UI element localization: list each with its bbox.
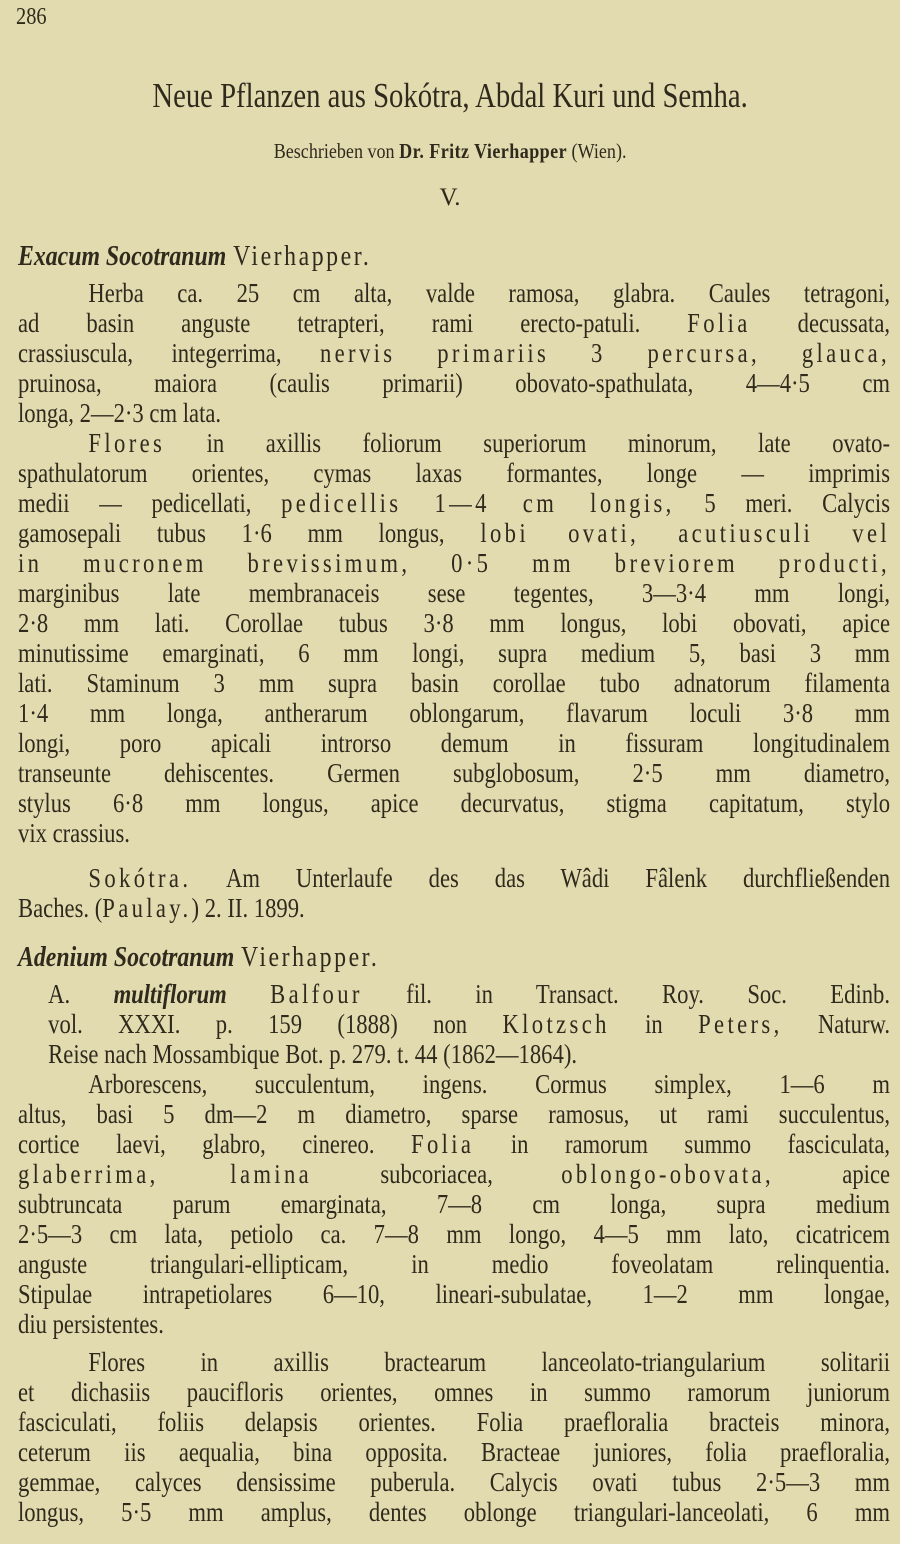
text-run: ad basin anguste tetrapteri, rami erecto-patuli. bbox=[18, 308, 688, 338]
species-name: Adenium Socotranum bbox=[18, 942, 235, 973]
species-name: Exacum Socotranum bbox=[18, 241, 227, 272]
italic-term: multiflorum bbox=[113, 979, 227, 1009]
byline bbox=[0, 139, 900, 164]
text-run: Naturw. bbox=[782, 1009, 891, 1039]
text-line bbox=[18, 578, 890, 608]
spaced-text: Sokótra. bbox=[88, 863, 192, 893]
part-number: V. bbox=[439, 184, 461, 211]
text-run: anguste triangulari-ellipticam, in medio foveolatam relinquentia. bbox=[18, 1249, 891, 1279]
spaced-text: lobi ovati, acutiusculi vel bbox=[480, 518, 891, 548]
text-line bbox=[18, 1347, 890, 1377]
text-line bbox=[18, 608, 890, 638]
text-line bbox=[18, 1069, 890, 1099]
text-run bbox=[227, 979, 270, 1009]
text-line bbox=[18, 1437, 890, 1467]
text-run: stylus 6·8 mm longus, apice decurvatus, stigma capitatum, stylo bbox=[18, 788, 891, 818]
text-run: longi, poro apicali introrso demum in fissuram longitudinalem bbox=[18, 728, 891, 758]
text-run: Arborescens, succulentum, ingens. Cormus simplex, 1—6 m bbox=[88, 1069, 891, 1099]
article-title-text: Neue Pflanzen aus Sokótra, Abdal Kuri und Semha. bbox=[152, 76, 748, 115]
spaced-text: Flores bbox=[88, 428, 166, 458]
page-number: 286 bbox=[16, 4, 47, 30]
paragraph bbox=[18, 1347, 890, 1527]
text-run: Am Unterlaufe des das Wâdi Fâlenk durchfließenden bbox=[191, 863, 891, 893]
text-run: lati. Staminum 3 mm supra basin corollae tubo adnatorum filamenta bbox=[18, 668, 891, 698]
text-line bbox=[18, 1377, 890, 1407]
text-run: spathulatorum orientes, cymas laxas formantes, longe — imprimis bbox=[18, 458, 891, 488]
text-run: diu persistentes. bbox=[18, 1309, 164, 1339]
text-run: Reise nach Mossambique Bot. p. 279. t. 44 (1862—1864). bbox=[48, 1039, 578, 1069]
spaced-text: in mucronem brevissimum, 0·5 mm breviorem producti, bbox=[18, 548, 891, 578]
text-line bbox=[18, 638, 890, 668]
text-run: in bbox=[609, 1009, 699, 1039]
text-run: Flores in axillis bractearum lanceolato-triangularium solitarii bbox=[88, 1347, 891, 1377]
text-line bbox=[18, 1219, 890, 1249]
paragraph bbox=[18, 979, 890, 1069]
text-run: longa, 2—2·3 cm lata. bbox=[18, 398, 222, 428]
text-line bbox=[18, 368, 890, 398]
text-line bbox=[18, 698, 890, 728]
text-line bbox=[18, 1099, 890, 1129]
text-line bbox=[18, 398, 890, 428]
spaced-text: Balfour bbox=[270, 979, 363, 1009]
species-author: Vierhapper. bbox=[233, 241, 372, 272]
text-run: gamosepali tubus 1·6 mm longus, bbox=[18, 518, 481, 548]
text-run: subcoriacea, bbox=[312, 1159, 562, 1189]
text-line bbox=[18, 863, 890, 893]
paragraph bbox=[18, 278, 890, 428]
text-run: vol. XXXI. p. 159 (1888) non bbox=[48, 1009, 503, 1039]
text-line bbox=[18, 1129, 890, 1159]
text-run: ceterum iis aequalia, bina opposita. Bracteae juniores, folia praefloralia, bbox=[18, 1437, 891, 1467]
text-run: longus, 5·5 mm amplus, dentes oblonge triangulari-lanceolati, 6 mm bbox=[18, 1497, 891, 1527]
text-line bbox=[18, 758, 890, 788]
text-line bbox=[18, 728, 890, 758]
text-line bbox=[18, 1497, 890, 1527]
byline-prefix: Beschrieben von bbox=[273, 139, 395, 163]
text-line bbox=[18, 458, 890, 488]
text-line bbox=[18, 428, 890, 458]
text-run: subtruncata parum emarginata, 7—8 cm longa, supra medium bbox=[18, 1189, 891, 1219]
text-run: fasciculati, foliis delapsis orientes. Folia praefloralia bracteis minora, bbox=[18, 1407, 891, 1437]
text-run: gemmae, calyces densissime puberula. Calycis ovati tubus 2·5—3 mm bbox=[18, 1467, 891, 1497]
spaced-text: oblongo-obovata, bbox=[561, 1159, 774, 1189]
text-run: 2·8 mm lati. Corollae tubus 3·8 mm longus, lobi obovati, apice bbox=[18, 608, 891, 638]
text-line bbox=[18, 818, 890, 848]
text-line bbox=[18, 308, 890, 338]
text-run: in ramorum summo fasciculata, bbox=[474, 1129, 891, 1159]
text-line bbox=[18, 1189, 890, 1219]
spaced-text: Klotzsch bbox=[502, 1009, 610, 1039]
text-run: A. bbox=[48, 979, 114, 1009]
text-line bbox=[18, 668, 890, 698]
text-run: cortice laevi, glabro, cinereo. bbox=[18, 1129, 412, 1159]
spaced-text: nervis primariis 3 percursa, glauca, bbox=[319, 338, 891, 368]
text-line bbox=[18, 518, 890, 548]
text-line bbox=[18, 488, 890, 518]
spaced-text: Paulay. bbox=[102, 893, 192, 923]
byline-place: (Wien). bbox=[571, 139, 627, 163]
species-author: Vierhapper. bbox=[241, 942, 380, 973]
byline-inner bbox=[274, 139, 627, 164]
text-line bbox=[18, 788, 890, 818]
text-line bbox=[18, 1159, 890, 1189]
spaced-text: glaberrima, lamina bbox=[18, 1159, 313, 1189]
text-line bbox=[18, 338, 890, 368]
species-heading bbox=[18, 240, 759, 274]
text-run: Herba ca. 25 cm alta, valde ramosa, glabra. Caules tetragoni, bbox=[88, 278, 891, 308]
spaced-text: Peters, bbox=[698, 1009, 783, 1039]
paragraph bbox=[18, 1069, 890, 1339]
text-line bbox=[18, 1309, 890, 1339]
text-run: transeunte dehiscentes. Germen subglobosum, 2·5 mm diametro, bbox=[18, 758, 891, 788]
text-run: 5 meri. Calycis bbox=[674, 488, 891, 518]
text-run: fil. in Transact. Roy. Soc. Edinb. bbox=[362, 979, 891, 1009]
paragraph bbox=[18, 428, 890, 848]
text-line bbox=[18, 548, 890, 578]
spaced-text: Folia bbox=[687, 308, 751, 338]
text-run: Baches. ( bbox=[18, 893, 103, 923]
text-run: in axillis foliorum superiorum minorum, late ovato- bbox=[165, 428, 891, 458]
spaced-text: pedicellis 1—4 cm longis, bbox=[281, 488, 675, 518]
species-heading bbox=[18, 941, 759, 975]
text-line bbox=[18, 1009, 890, 1039]
text-line bbox=[18, 278, 890, 308]
text-line bbox=[18, 1249, 890, 1279]
article-title bbox=[0, 76, 900, 116]
text-line bbox=[18, 1407, 890, 1437]
text-run: ) 2. II. 1899. bbox=[191, 893, 305, 923]
text-line bbox=[18, 1039, 890, 1069]
text-line bbox=[18, 893, 890, 923]
spaced-text: Folia bbox=[411, 1129, 475, 1159]
text-run: crassiuscula, integerrima, bbox=[18, 338, 320, 368]
text-run: altus, basi 5 dm—2 m diametro, sparse ramosus, ut rami succulentus, bbox=[18, 1099, 891, 1129]
text-run: vix crassius. bbox=[18, 818, 130, 848]
text-run: 1·4 mm longa, antherarum oblongarum, flavarum loculi 3·8 mm bbox=[18, 698, 891, 728]
article-body bbox=[18, 240, 890, 1527]
paragraph bbox=[18, 863, 890, 923]
text-line bbox=[18, 979, 890, 1009]
text-run: 2·5—3 cm lata, petiolo ca. 7—8 mm longo, 4—5 mm lato, cicatricem bbox=[18, 1219, 891, 1249]
text-run: pruinosa, maiora (caulis primarii) obovato-spathulata, 4—4·5 cm bbox=[18, 368, 891, 398]
text-run: apice bbox=[773, 1159, 891, 1189]
text-run: minutissime emarginati, 6 mm longi, supra medium 5, basi 3 mm bbox=[18, 638, 891, 668]
text-run: et dichasiis paucifloris orientes, omnes in summo ramorum juniorum bbox=[18, 1377, 891, 1407]
text-line bbox=[18, 1467, 890, 1497]
text-run: Stipulae intrapetiolares 6—10, lineari-subulatae, 1—2 mm longae, bbox=[18, 1279, 891, 1309]
text-run: marginibus late membranaceis sese tegentes, 3—3·4 mm longi, bbox=[18, 578, 891, 608]
text-run: decussata, bbox=[750, 308, 891, 338]
byline-author: Dr. Fritz Vierhapper bbox=[398, 139, 567, 163]
text-run: medii — pedicellati, bbox=[18, 488, 282, 518]
text-line bbox=[18, 1279, 890, 1309]
